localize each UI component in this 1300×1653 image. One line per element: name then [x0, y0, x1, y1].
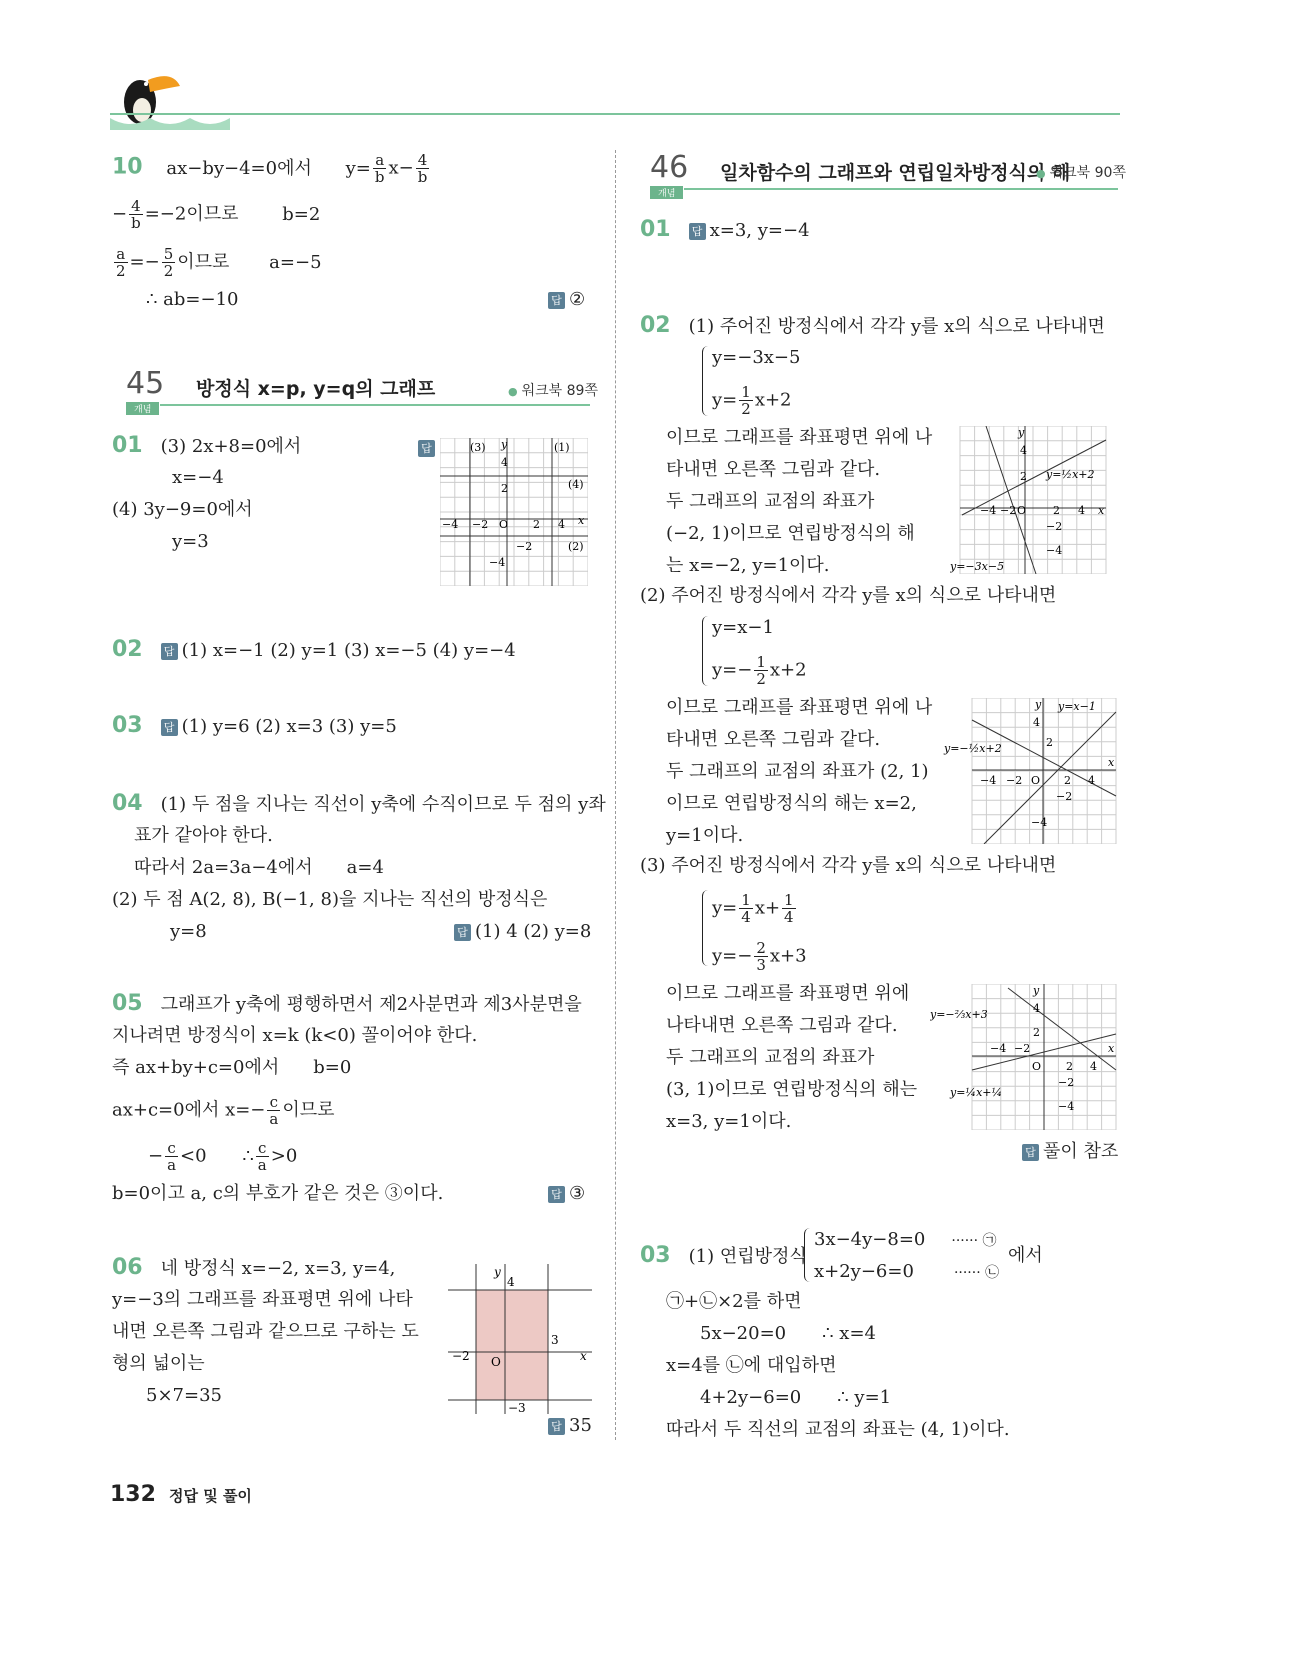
svg-text:−4: −4 [980, 504, 997, 517]
answer-badge: 답 ③ [548, 1182, 585, 1206]
section-rule [160, 404, 590, 406]
workbook-ref: ● 워크북 90쪽 [1036, 162, 1126, 182]
problem-01-right: 01 답 x=3, y=−4 [640, 217, 810, 242]
svg-text:y: y [1018, 426, 1025, 439]
problem-05: 05 그래프가 y축에 평행하면서 제2사분면과 제3사분면을 [112, 991, 582, 1016]
text: x=4를 ㉡에 대입하면 [666, 1355, 837, 1376]
problem-06: 06 네 방정식 x=−2, x=3, y=4, [112, 1255, 396, 1280]
problem-02-right: 02 (1) 주어진 방정식에서 각각 y를 x의 식으로 나타내면 [640, 313, 1105, 338]
header-decoration [110, 60, 1120, 130]
svg-text:−2: −2 [452, 1349, 470, 1363]
svg-text:−4: −4 [442, 518, 459, 531]
svg-text:y=−3x−5: y=−3x−5 [950, 560, 1005, 573]
text: (3) 주어진 방정식에서 각각 y를 x의 식으로 나타내면 [640, 855, 1057, 876]
svg-text:−2: −2 [1000, 504, 1017, 517]
text: y=1이다. [666, 825, 744, 846]
text: 따라서 2a=3a−4에서 a=4 [134, 857, 384, 878]
equation: y= $\frac{1}{4}$ x+ $\frac{1}{4}$ [712, 891, 794, 926]
problem-01: 01 (3) 2x+8=0에서 [112, 433, 302, 458]
svg-text:−2: −2 [1014, 1042, 1031, 1055]
svg-text:−2: −2 [516, 540, 533, 553]
svg-text:4: 4 [1090, 1060, 1097, 1073]
svg-text:−2: −2 [472, 518, 489, 531]
text: 내면 오른쪽 그림과 같으므로 구하는 도 [112, 1321, 419, 1342]
footer [110, 1482, 252, 1507]
equation: y=x−1 [712, 617, 774, 638]
equation: y=−3x−5 [712, 347, 801, 368]
svg-text:O: O [1017, 504, 1027, 517]
text: 두 그래프의 교점의 좌표가 (2, 1) [666, 761, 929, 782]
svg-text:(4): (4) [568, 478, 584, 491]
svg-text:−2: −2 [1058, 1076, 1075, 1089]
answer-badge: 답 ② [548, 288, 585, 312]
text: 나타내면 오른쪽 그림과 같다. [666, 1015, 898, 1036]
equation: x+2y−6=0 ······ ㉡ [814, 1261, 1000, 1282]
text: b=0이고 a, c의 부호가 같은 것은 ③이다. [112, 1183, 444, 1204]
svg-text:4: 4 [1033, 716, 1040, 729]
section-badge-46: 46 개념 [650, 150, 689, 199]
graph-02-1 [950, 426, 1118, 574]
text: 두 그래프의 교점의 좌표가 [666, 491, 875, 512]
text: (4) 3y−9=0에서 [112, 499, 253, 520]
svg-text:y=−½x+2: y=−½x+2 [944, 742, 1002, 755]
text: 에서 [1008, 1245, 1043, 1266]
graph-02-2 [940, 698, 1118, 844]
column-divider [615, 150, 616, 1440]
svg-text:−4: −4 [1031, 816, 1048, 829]
svg-text:y: y [501, 438, 508, 451]
toucan-icon [110, 60, 1120, 130]
equation: y= $\frac{1}{2}$ x+2 [712, 383, 792, 418]
text: ㉠+㉡×2를 하면 [666, 1291, 802, 1312]
svg-text:O: O [1031, 774, 1041, 787]
answer-badge: 답 [418, 436, 439, 460]
svg-text:y=¼x+¼: y=¼x+¼ [950, 1086, 1003, 1099]
text: x=−4 [172, 467, 224, 488]
section-rule [684, 188, 1118, 190]
section-badge-45: 45 개념 [126, 366, 165, 415]
text: 즉 ax+by+c=0에서 b=0 [112, 1057, 352, 1078]
svg-text:4: 4 [1088, 774, 1095, 787]
text: (−2, 1)이므로 연립방정식의 해 [666, 523, 915, 544]
text: (3, 1)이므로 연립방정식의 해는 [666, 1079, 918, 1100]
text: 5x−20=0 ∴ x=4 [700, 1323, 876, 1344]
problem-10 [112, 152, 431, 185]
problem-number: 10 [112, 154, 143, 180]
svg-text:x: x [1108, 1042, 1115, 1055]
brace [702, 890, 711, 966]
text: 이므로 그래프를 좌표평면 위에 나 [666, 697, 933, 718]
equation: y=− $\frac{1}{2}$ x+2 [712, 653, 807, 688]
svg-text:y=½x+2: y=½x+2 [1046, 468, 1095, 481]
section-title: 일차함수의 그래프와 연립일차방정식의 해 [720, 162, 1071, 184]
svg-text:x: x [580, 1349, 587, 1363]
svg-text:−4: −4 [1046, 544, 1063, 557]
problem-03: 03 답 (1) y=6 (2) x=3 (3) y=5 [112, 713, 397, 738]
text: 5×7=35 [146, 1385, 222, 1406]
svg-text:4: 4 [1078, 504, 1085, 517]
text: 이므로 연립방정식의 해는 x=2, [666, 793, 917, 814]
svg-text:y=x−1: y=x−1 [1058, 700, 1096, 713]
svg-text:x: x [1108, 756, 1115, 769]
svg-text:x: x [578, 514, 585, 527]
text: 두 그래프의 교점의 좌표가 [666, 1047, 875, 1068]
svg-text:−2: −2 [1056, 790, 1073, 803]
svg-text:−2: −2 [1046, 520, 1063, 533]
svg-text:2: 2 [1064, 774, 1071, 787]
text: 4+2y−6=0 ∴ y=1 [700, 1387, 892, 1408]
text: − $\frac{c}{a}$ <0 ∴ $\frac{c}{a}$ >0 [148, 1139, 298, 1174]
text: y=3 [172, 531, 209, 552]
text: 이므로 그래프를 좌표평면 위에 [666, 983, 910, 1004]
svg-text:−4: −4 [1058, 1100, 1075, 1113]
text: (2) 주어진 방정식에서 각각 y를 x의 식으로 나타내면 [640, 585, 1057, 606]
problem-04: 04 (1) 두 점을 지나는 직선이 y축에 수직이므로 두 점의 y좌 [112, 791, 606, 816]
equation: 3x−4y−8=0 ······ ㉠ [814, 1229, 997, 1250]
problem-03-right: 03 (1) 연립방정식 [640, 1243, 807, 1268]
svg-text:2: 2 [533, 518, 540, 531]
svg-text:y: y [1033, 984, 1040, 997]
footer-title: 정답 및 풀이 [169, 1487, 252, 1505]
svg-text:−4: −4 [489, 556, 506, 569]
svg-text:−2: −2 [1006, 774, 1023, 787]
text: 타내면 오른쪽 그림과 같다. [666, 729, 881, 750]
svg-text:2: 2 [1020, 470, 1027, 483]
page-number: 132 [110, 1482, 156, 1507]
answer-badge: 답 35 [548, 1414, 592, 1438]
label: (3) [470, 441, 486, 454]
text: x=3, y=1이다. [666, 1111, 792, 1132]
svg-text:y: y [1035, 698, 1042, 711]
fraction: $\frac{a}{b}$ [374, 151, 385, 186]
svg-text:−4: −4 [980, 774, 997, 787]
text: 지나려면 방정식이 x=k (k<0) 꼴이어야 한다. [112, 1025, 478, 1046]
section-title: 방정식 x=p, y=q의 그래프 [196, 378, 436, 400]
svg-text:4: 4 [501, 456, 508, 469]
svg-text:3: 3 [551, 1333, 559, 1347]
svg-text:(2): (2) [568, 540, 584, 553]
svg-text:O: O [491, 1355, 501, 1369]
text: 표가 같아야 한다. [134, 825, 273, 846]
p10-line3: $\frac{a}{2}$ =− $\frac{5}{2}$ 이므로 a=−5 [116, 245, 322, 280]
answer-badge: 답 풀이 참조 [1022, 1140, 1118, 1164]
workbook-ref: ● 워크북 89쪽 [508, 380, 598, 400]
text: (2) 두 점 A(2, 8), B(−1, 8)을 지나는 직선의 방정식은 [112, 889, 548, 910]
text: 형의 넓이는 [112, 1353, 205, 1374]
svg-text:4: 4 [507, 1275, 515, 1289]
graph-02-3 [930, 984, 1118, 1130]
svg-text:4: 4 [558, 518, 565, 531]
svg-text:2: 2 [1053, 504, 1060, 517]
text: ax−by−4=0에서 [166, 157, 312, 179]
fraction: $\frac{4}{b}$ [417, 151, 428, 186]
equation: y=− $\frac{2}{3}$ x+3 [712, 939, 807, 974]
graph-06 [448, 1264, 592, 1414]
svg-text:x: x [1098, 504, 1105, 517]
text: 따라서 두 직선의 교점의 좌표는 (4, 1)이다. [666, 1419, 1010, 1440]
graph-01 [440, 438, 588, 586]
p10-line4: ∴ ab=−10 [146, 289, 239, 310]
text: 이므로 그래프를 좌표평면 위에 나 [666, 427, 933, 448]
problem-02: 02 답 (1) x=−1 (2) y=1 (3) x=−5 (4) y=−4 [112, 637, 516, 662]
svg-text:2: 2 [501, 482, 508, 495]
svg-text:4: 4 [1020, 444, 1027, 457]
brace [804, 1228, 813, 1282]
svg-text:2: 2 [1066, 1060, 1073, 1073]
svg-text:2: 2 [1046, 736, 1053, 749]
p10-line2: − $\frac{4}{b}$ =−2이므로 b=2 [112, 197, 321, 232]
text: y= [345, 157, 371, 179]
svg-text:(1): (1) [554, 441, 570, 454]
text: y=−3의 그래프를 좌표평면 위에 나타 [112, 1289, 413, 1310]
svg-text:−3: −3 [508, 1401, 526, 1414]
text: y=8 [170, 921, 207, 942]
answer-badge: 답 (1) 4 (2) y=8 [454, 920, 591, 944]
text: x− [388, 157, 414, 179]
brace [702, 616, 711, 686]
svg-text:2: 2 [1033, 1026, 1040, 1039]
svg-text:y=−⅔x+3: y=−⅔x+3 [930, 1008, 988, 1021]
svg-text:O: O [1032, 1060, 1042, 1073]
svg-text:4: 4 [1033, 1002, 1040, 1015]
svg-text:y: y [494, 1265, 501, 1279]
svg-text:−4: −4 [990, 1042, 1007, 1055]
svg-text:O: O [499, 518, 509, 531]
text: 타내면 오른쪽 그림과 같다. [666, 459, 881, 480]
brace [702, 346, 711, 416]
text: ax+c=0에서 x=− $\frac{c}{a}$ 이므로 [112, 1093, 335, 1128]
text: 는 x=−2, y=1이다. [666, 555, 830, 576]
